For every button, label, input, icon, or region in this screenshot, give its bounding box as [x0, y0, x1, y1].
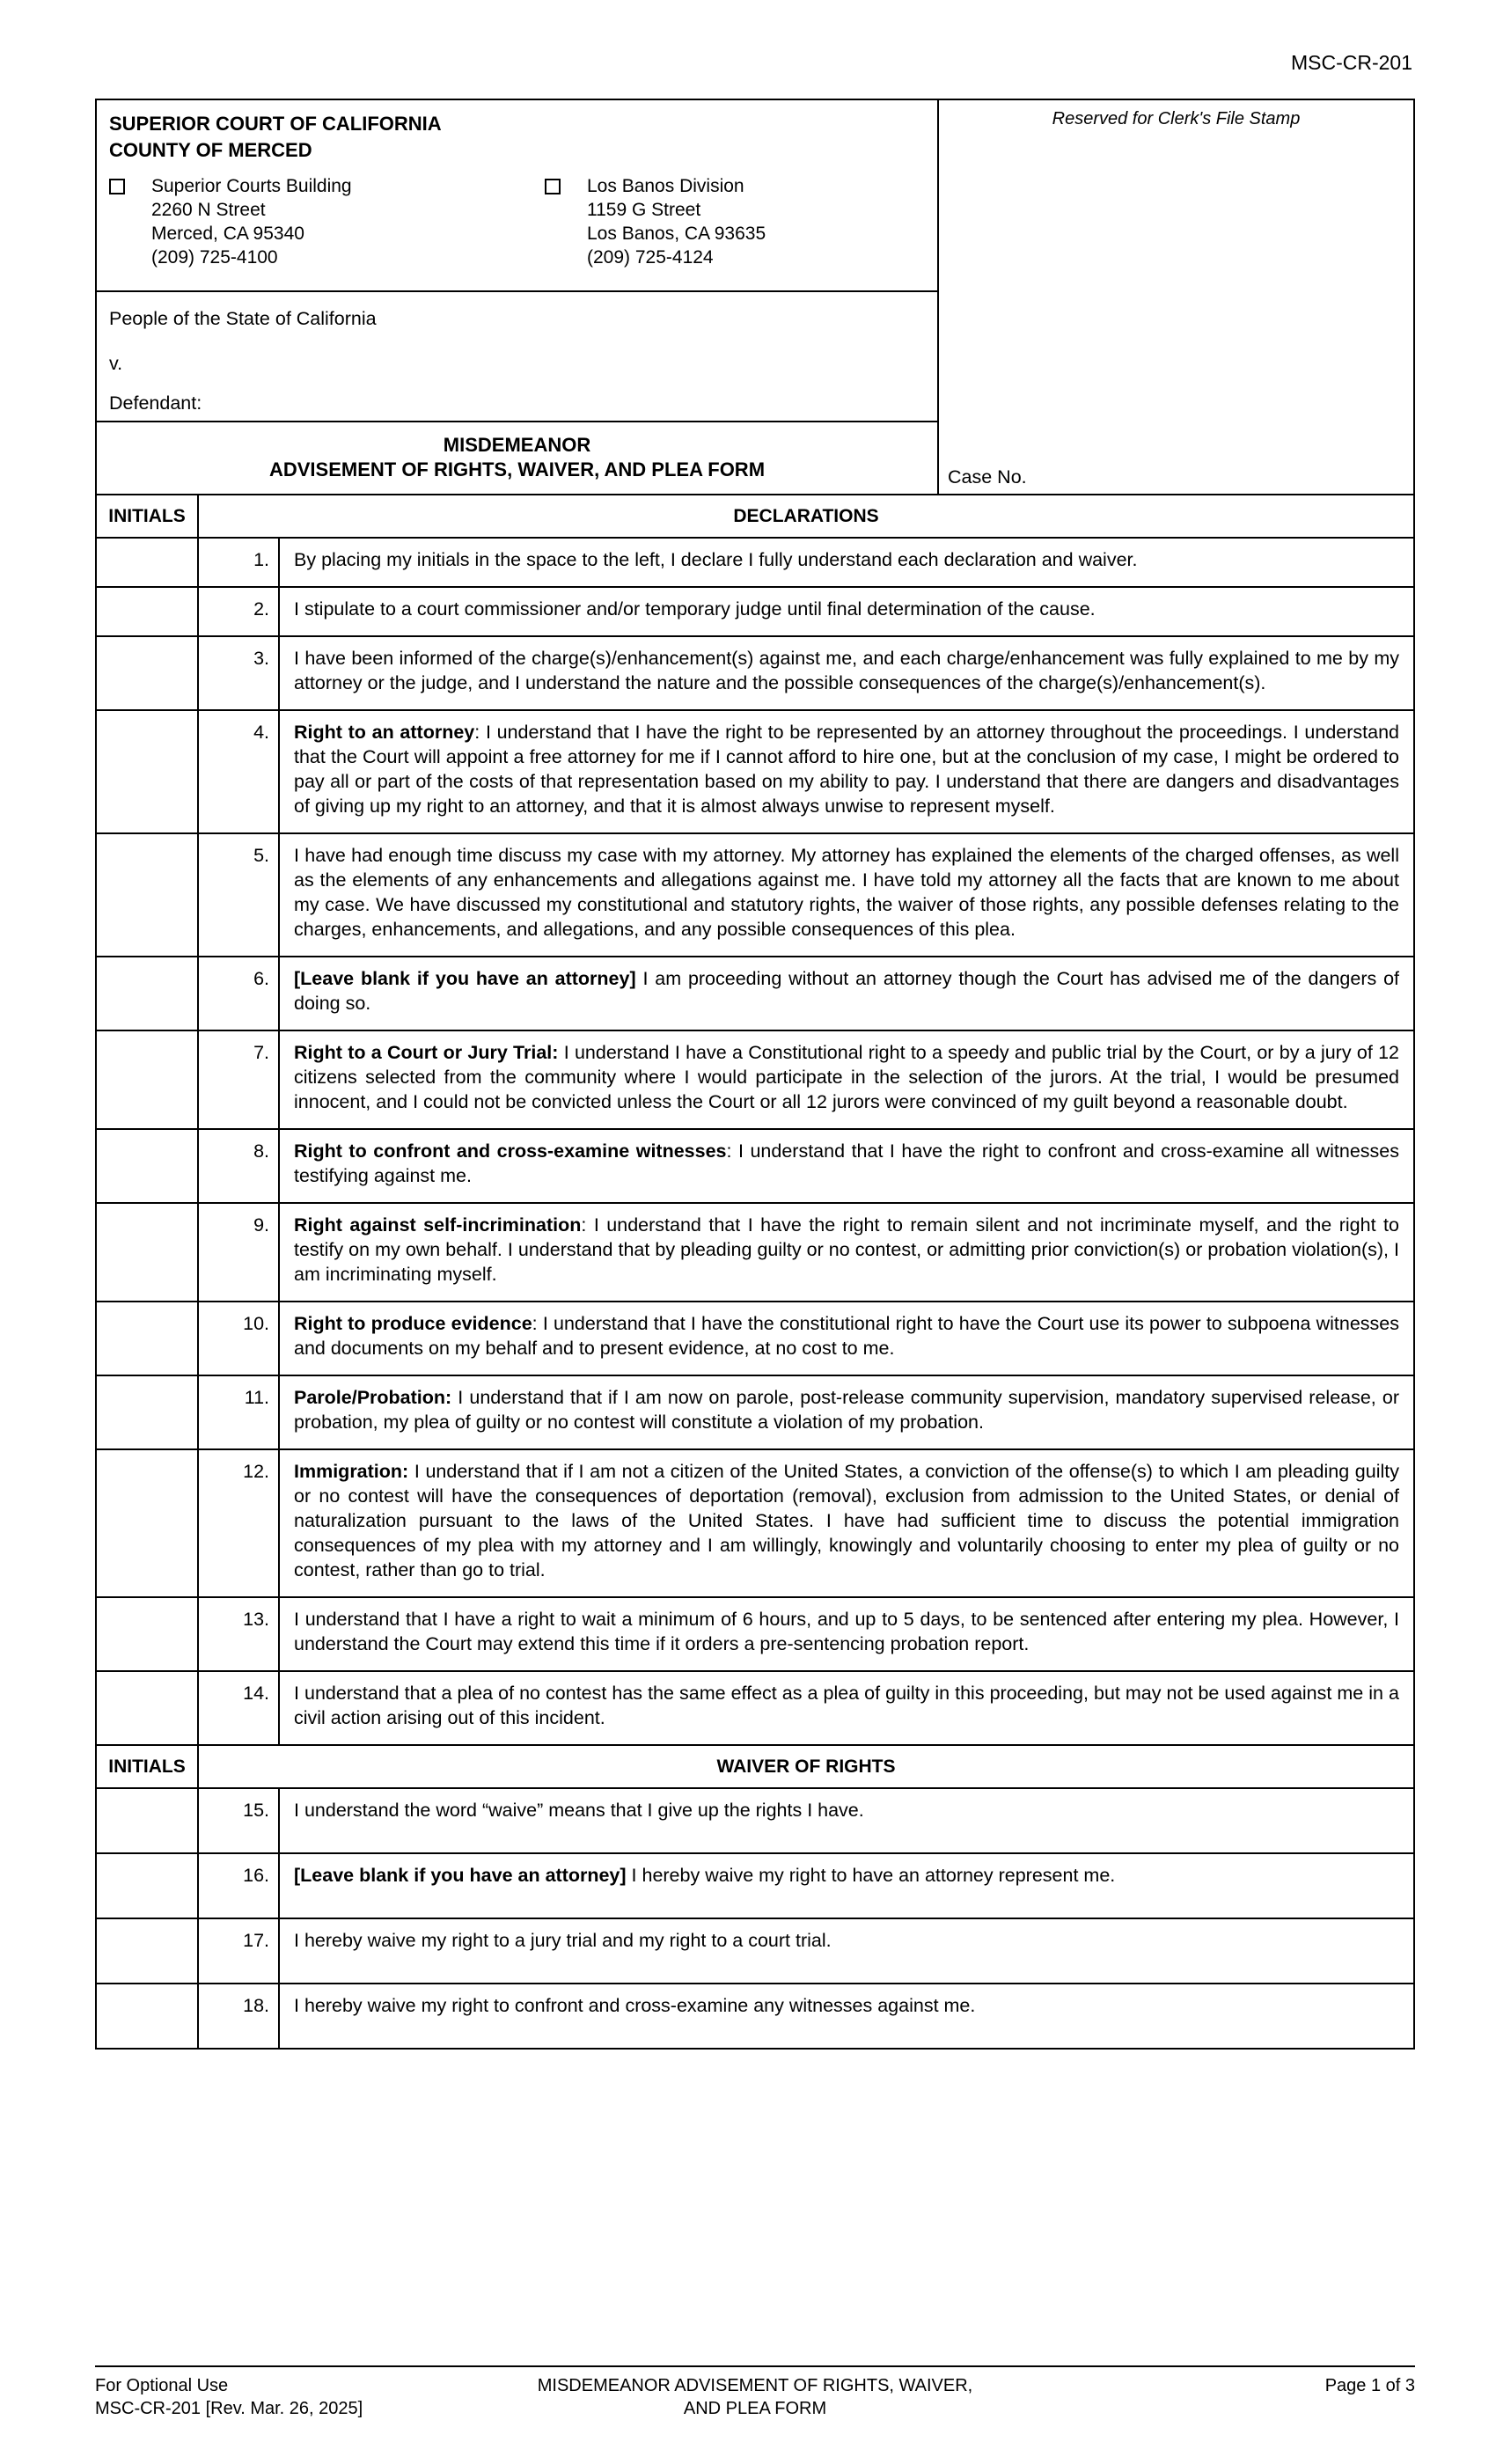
- initials-entry-field[interactable]: [97, 1302, 199, 1375]
- form-item-row: [97, 1670, 1413, 1744]
- location-merced-header: [109, 174, 545, 198]
- item-number: 5.: [199, 834, 280, 956]
- item-text: Right to an attorney: I understand that I have the right to be represented by an attorney throughout the proceedings. I understand that the Court will appoint a free attorney for me if I cannot afford to hire one, but at the conclusion of my case, I might be ordered to pay all or part of the costs of that representation based on my ability to pay. I understand that there are dangers and disadvantages of giving up my right to an attorney, and that it is almost always unwise to represent myself.: [294, 722, 1399, 817]
- form-header: [97, 100, 1413, 494]
- location-name: Superior Courts Building: [151, 176, 352, 196]
- location-los-banos: [545, 174, 937, 269]
- form-number-label: MSC-CR-201: [1290, 51, 1412, 74]
- item-text: I have had enough time discuss my case with my attorney. My attorney has explained the elements of the charged offenses, as well as the elements of any enhancements and allegations against me. I have told my attorney all the facts that are known to me about my case. We have discussed my constitutional and statutory rights, the waiver of those rights, any possible defenses relating to the charges, enhancements, and allegations, and any possible consequences of this plea.: [294, 845, 1399, 940]
- item-text: I understand that a plea of no contest has the same effect as a plea of guilty in this proceeding, but may not be used against me in a civil action arising out of this incident.: [294, 1683, 1399, 1728]
- initials-entry-field[interactable]: [97, 1598, 199, 1670]
- versus-line: v.: [109, 353, 123, 374]
- los-banos-location-checkbox[interactable]: [545, 179, 561, 194]
- case-caption-block: [97, 292, 937, 422]
- item-number: 1.: [199, 539, 280, 586]
- case-number-label[interactable]: Case No.: [948, 466, 1027, 488]
- declarations-header-label: DECLARATIONS: [733, 505, 879, 526]
- court-name-line1: SUPERIOR COURT OF CALIFORNIA: [109, 113, 442, 135]
- form-title-line1: MISDEMEANOR: [443, 434, 591, 456]
- initials-entry-field[interactable]: [97, 588, 199, 635]
- form-item-row: [97, 586, 1413, 635]
- footer-page-number: Page 1 of 3: [1324, 2376, 1415, 2395]
- form-item-row: [97, 1448, 1413, 1596]
- item-number: 4.: [199, 711, 280, 832]
- declarations-section-header: [97, 494, 1413, 537]
- location-address1: 1159 G Street: [587, 200, 701, 220]
- location-phone: (209) 725-4100: [151, 247, 278, 268]
- form-item-row: [97, 635, 1413, 709]
- initials-column-header: INITIALS: [97, 1746, 199, 1787]
- clerk-stamp-cell: [939, 100, 1413, 494]
- item-number: 12.: [199, 1450, 280, 1596]
- item-number: 7.: [199, 1031, 280, 1128]
- item-text: I stipulate to a court commissioner and/or temporary judge until final determination of the cause.: [294, 598, 1096, 620]
- item-number: 11.: [199, 1376, 280, 1448]
- court-locations: [109, 174, 937, 269]
- defendant-line[interactable]: Defendant:: [109, 392, 202, 414]
- form-item-row: [97, 1983, 1413, 2048]
- footer-form-title: [538, 2374, 973, 2420]
- initials-entry-field[interactable]: [97, 1376, 199, 1448]
- initials-entry-field[interactable]: [97, 1854, 199, 1918]
- initials-entry-field[interactable]: [97, 1984, 199, 2048]
- header-left-column: [97, 100, 939, 494]
- merced-location-checkbox[interactable]: [109, 179, 125, 194]
- initials-entry-field[interactable]: [97, 1204, 199, 1301]
- item-text: I hereby waive my right to a jury trial and my right to a court trial.: [294, 1930, 832, 1951]
- location-address1: 2260 N Street: [151, 200, 266, 220]
- location-address2: Merced, CA 95340: [151, 224, 304, 244]
- footer-left: [95, 2374, 538, 2420]
- initials-entry-field[interactable]: [97, 1130, 199, 1202]
- form-item-row: [97, 1596, 1413, 1670]
- footer-form-title-line1: MISDEMEANOR ADVISEMENT OF RIGHTS, WAIVER,: [537, 2376, 973, 2395]
- footer-form-revision: MSC-CR-201 [Rev. Mar. 26, 2025]: [95, 2399, 363, 2418]
- court-form: [95, 99, 1415, 2050]
- location-los-banos-header: [545, 174, 937, 198]
- item-number: 14.: [199, 1672, 280, 1744]
- item-text: Right against self-incrimination: I understand that I have the right to remain silent and not incriminate myself, and the right to testify on my own behalf. I understand that by pleading guilty or no contest, or admitting prior conviction(s) or probation violation(s), I am incriminating myself.: [294, 1214, 1399, 1285]
- item-number: 18.: [199, 1984, 280, 2048]
- footer-form-title-line2: AND PLEA FORM: [683, 2399, 827, 2418]
- initials-entry-field[interactable]: [97, 1672, 199, 1744]
- waiver-rows: [97, 1787, 1413, 2048]
- item-number: 3.: [199, 637, 280, 709]
- form-item-row: [97, 1301, 1413, 1375]
- initials-entry-field[interactable]: [97, 834, 199, 956]
- location-name: Los Banos Division: [587, 176, 744, 196]
- item-text: I hereby waive my right to confront and cross-examine any witnesses against me.: [294, 1995, 976, 2016]
- item-number: 9.: [199, 1204, 280, 1301]
- initials-entry-field[interactable]: [97, 1789, 199, 1852]
- item-text: I understand the word “waive” means that I give up the rights I have.: [294, 1800, 864, 1821]
- item-text: Immigration: I understand that if I am not a citizen of the United States, a conviction of the offense(s) to which I am pleading guilty or no contest will have the consequences of deportation (removal), exclusion from admission to the United States, or denial of naturalization pursuant to the laws of the United States. I have had sufficient time to discuss the potential immigration consequences of my plea with my attorney and I am willingly, knowingly and voluntarily choosing to enter my plea of guilty or no contest, rather than go to trial.: [294, 1461, 1399, 1580]
- item-text: By placing my initials in the space to the left, I declare I fully understand each declaration and waiver.: [294, 549, 1138, 570]
- initials-column-header: INITIALS: [97, 495, 199, 537]
- item-text: Right to confront and cross-examine witnesses: I understand that I have the right to confront and cross-examine all witnesses testifying against me.: [294, 1140, 1399, 1186]
- item-number: 17.: [199, 1919, 280, 1983]
- footer-optional-use: For Optional Use: [95, 2376, 229, 2395]
- location-phone: (209) 725-4124: [587, 247, 714, 268]
- item-number: 8.: [199, 1130, 280, 1202]
- initials-entry-field[interactable]: [97, 539, 199, 586]
- declarations-rows: [97, 537, 1413, 1744]
- form-item-row: [97, 956, 1413, 1030]
- form-item-row: [97, 1852, 1413, 1918]
- initials-entry-field[interactable]: [97, 1031, 199, 1128]
- initials-entry-field[interactable]: [97, 957, 199, 1030]
- waiver-of-rights-header-label: WAIVER OF RIGHTS: [716, 1756, 896, 1777]
- form-title-line2: ADVISEMENT OF RIGHTS, WAIVER, AND PLEA FORM: [268, 458, 766, 480]
- item-number: 13.: [199, 1598, 280, 1670]
- form-item-row: [97, 709, 1413, 832]
- form-item-row: [97, 1030, 1413, 1128]
- page-footer: [95, 2365, 1415, 2420]
- form-title: [97, 422, 937, 494]
- form-item-row: [97, 1918, 1413, 1983]
- item-text: I have been informed of the charge(s)/enhancement(s) against me, and each charge/enhancement was fully explained to me by my attorney or the judge, and I understand the nature and the possible consequences of the charge(s)/enhancement(s).: [294, 648, 1399, 693]
- location-address2: Los Banos, CA 93635: [587, 224, 766, 244]
- form-item-row: [97, 1787, 1413, 1852]
- item-number: 15.: [199, 1789, 280, 1852]
- item-number: 6.: [199, 957, 280, 1030]
- form-item-row: [97, 1375, 1413, 1448]
- initials-entry-field[interactable]: [97, 711, 199, 832]
- waiver-section-header: [97, 1744, 1413, 1787]
- initials-entry-field[interactable]: [97, 1919, 199, 1983]
- court-info-block: [97, 100, 937, 292]
- item-text: [Leave blank if you have an attorney] I hereby waive my right to have an attorney represent me.: [294, 1865, 1116, 1886]
- form-item-row: [97, 537, 1413, 586]
- item-number: 2.: [199, 588, 280, 635]
- item-text: I understand that I have a right to wait a minimum of 6 hours, and up to 5 days, to be sentenced after entering my plea. However, I understand the Court may extend this time if it orders a pre-sentencing probation report.: [294, 1609, 1399, 1654]
- plaintiff-line: People of the State of California: [109, 308, 377, 329]
- form-item-row: [97, 832, 1413, 956]
- initials-entry-field[interactable]: [97, 1450, 199, 1596]
- item-text: Right to produce evidence: I understand that I have the constitutional right to have the Court use its power to subpoena witnesses and documents on my behalf and to present evidence, at no cost to me.: [294, 1313, 1400, 1359]
- item-number: 16.: [199, 1854, 280, 1918]
- item-number: 10.: [199, 1302, 280, 1375]
- initials-entry-field[interactable]: [97, 637, 199, 709]
- clerk-stamp-label: Reserved for Clerk's File Stamp: [1052, 109, 1301, 128]
- item-text: Parole/Probation: I understand that if I am now on parole, post-release community supervision, mandatory supervised release, or probation, my plea of guilty or no contest will constitute a violation of my probation.: [294, 1387, 1399, 1433]
- form-item-row: [97, 1128, 1413, 1202]
- location-merced: [109, 174, 545, 269]
- item-text: Right to a Court or Jury Trial: I understand I have a Constitutional right to a speedy and public trial by the Court, or by a jury of 12 citizens selected from the community where I would participate in the selection of the jurors. At the trial, I would be presumed innocent, and I could not be convicted unless the Court or all 12 jurors were convinced of my guilt beyond a reasonable doubt.: [294, 1042, 1399, 1112]
- item-text: [Leave blank if you have an attorney] I am proceeding without an attorney though the Court has advised me of the dangers of doing so.: [294, 968, 1400, 1014]
- court-name-line2: COUNTY OF MERCED: [109, 139, 312, 161]
- form-item-row: [97, 1202, 1413, 1301]
